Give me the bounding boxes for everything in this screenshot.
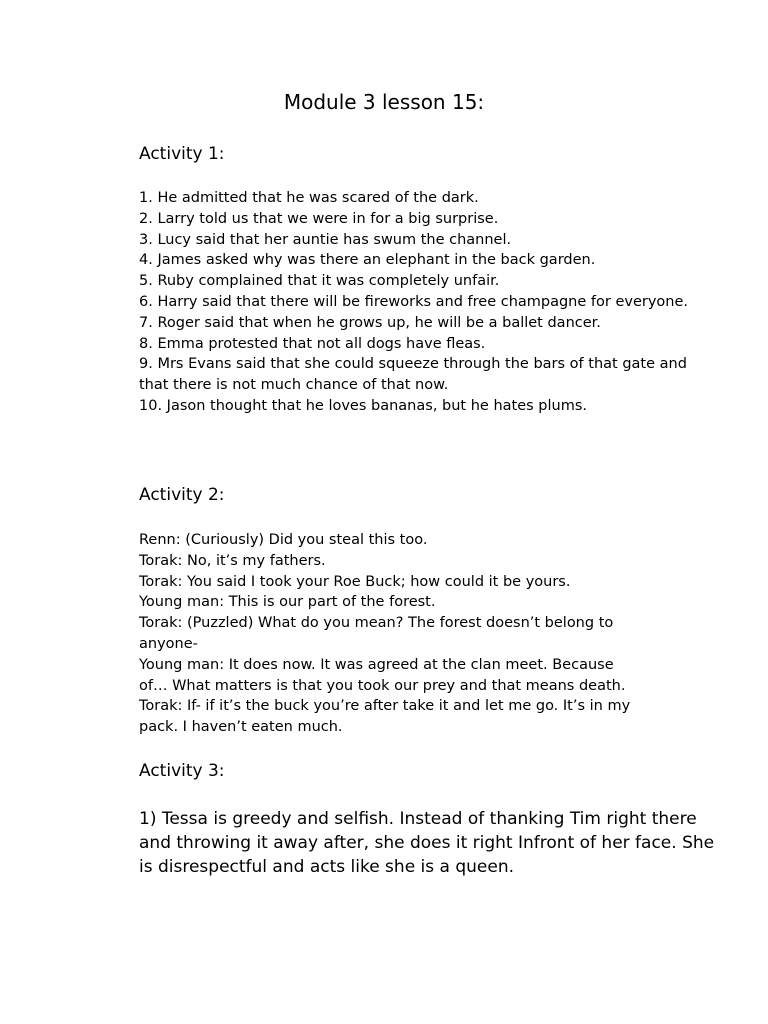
dialogue-line: Young man: This is our part of the forest. (139, 594, 436, 611)
activity-1-list (139, 188, 699, 417)
list-item: 1. He admitted that he was scared of the dark. (139, 190, 479, 206)
activity-1-heading: Activity 1: (139, 144, 225, 164)
list-item: 2. Larry told us that we were in for a big surprise. (139, 210, 499, 227)
activity-3-paragraph: 1) Tessa is greedy and selfish. Instead of thanking Tim right there and throwing it away after, she does it right Infront of her face. She is disrespectful and acts like she is a queen. (139, 809, 715, 877)
list-item: 9. Mrs Evans said that she could squeeze through the bars of that gate and that there is not much chance of that now. (139, 356, 687, 394)
dialogue-line: Torak: You said I took your Roe Buck; how could it be yours. (139, 573, 571, 590)
dialogue-line: Torak: No, it’s my fathers. (139, 552, 326, 569)
page-title: Module 3 lesson 15: (283, 90, 485, 114)
list-item: 10. Jason thought that he loves bananas, but he hates plums. (139, 397, 587, 414)
list-item: 7. Roger said that when he grows up, he will be a ballet dancer. (139, 314, 601, 331)
activity-2-heading: Activity 2: (139, 485, 225, 505)
dialogue-line: Torak: (Puzzled) What do you mean? The forest doesn’t belong to anyone- (139, 615, 614, 652)
activity-3-heading: Activity 3: (139, 761, 225, 781)
list-item: 3. Lucy said that her auntie has swum the channel. (139, 231, 512, 248)
dialogue-line: Torak: If- if it’s the buck you’re after take it and let me go. It’s in my pack. I haven’t eaten much. (139, 698, 631, 736)
list-item: 4. James asked why was there an elephant in the back garden. (139, 252, 596, 269)
activity-2-dialogue (139, 530, 639, 738)
dialogue-line: Young man: It does now. It was agreed at the clan meet. Because of… What matters is that you took our prey and that means death. (139, 656, 626, 694)
list-item: 8. Emma protested that not all dogs have fleas. (139, 335, 486, 352)
list-item: 5. Ruby complained that it was completely unfair. (139, 273, 500, 290)
dialogue-line: Renn: (Curiously) Did you steal this too. (139, 532, 428, 548)
list-item: 6. Harry said that there will be fireworks and free champagne for everyone. (139, 293, 689, 310)
